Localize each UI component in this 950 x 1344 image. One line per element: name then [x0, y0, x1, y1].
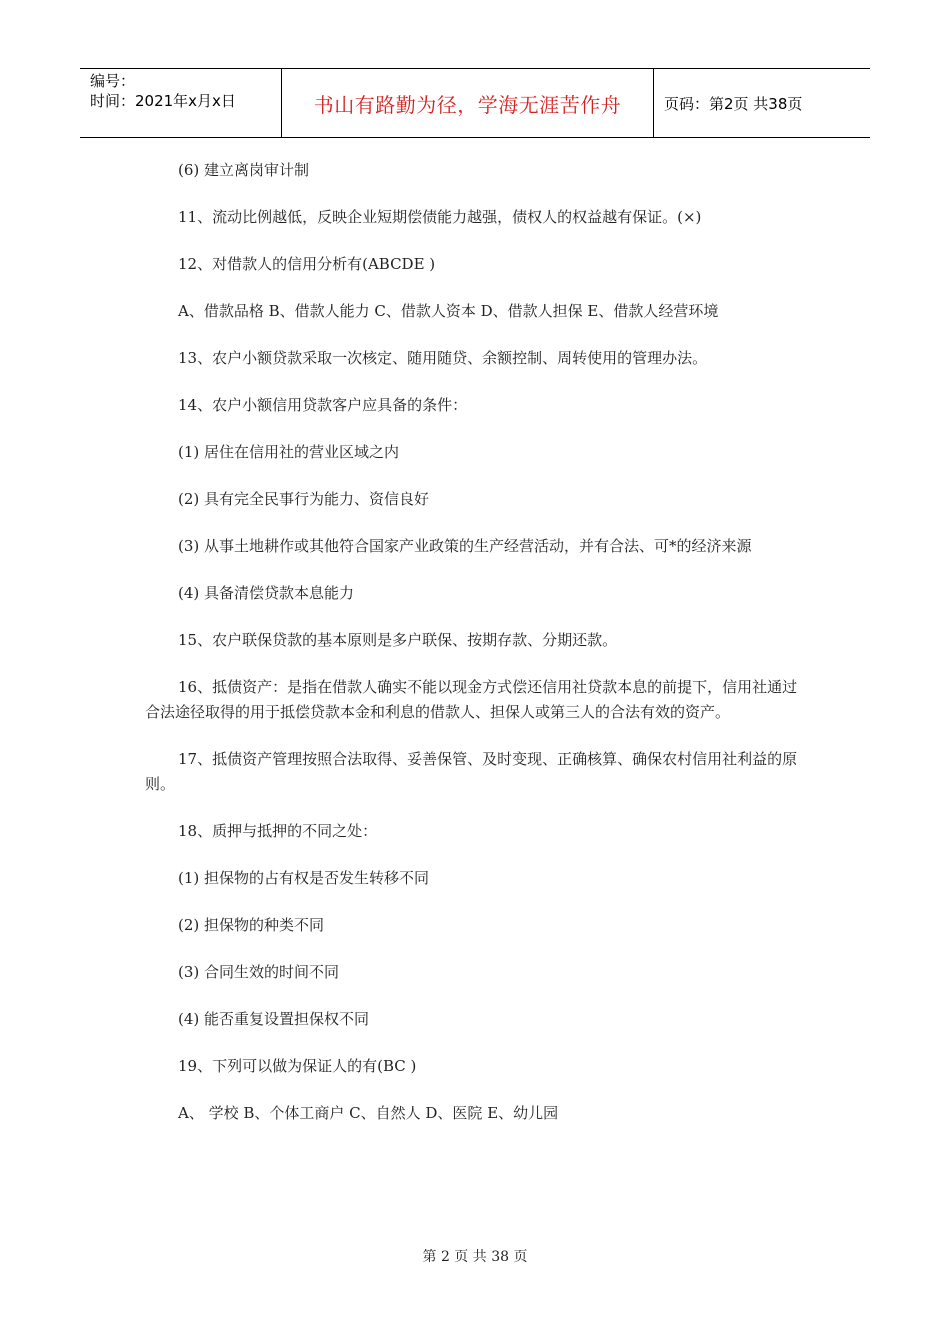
paragraph: (3) 从事土地耕作或其他符合国家产业政策的生产经营活动，并有合法、可*的经济来源: [178, 537, 752, 555]
paragraph: 14、农户小额信用贷款客户应具备的条件：: [178, 396, 468, 414]
paragraph: (6) 建立离岗审计制: [178, 161, 310, 179]
page-footer: 第 2 页 共 38 页: [422, 1249, 528, 1265]
header-motto: 书山有路勤为径，学海无涯苦作舟: [282, 69, 654, 137]
paragraph: A、借款品格 B、借款人能力 C、借款人资本 D、借款人担保 E、借款人经营环境: [178, 302, 719, 320]
paragraph: (1) 担保物的占有权是否发生转移不同: [178, 869, 430, 887]
paragraph: 16、抵债资产：是指在借款人确实不能以现金方式偿还信用社贷款本息的前提下，信用社通过合法途径取得的用于抵偿贷款本金和利息的借款人、担保人或第三人的合法有效的资产。: [145, 678, 798, 721]
paragraph: (4) 具备清偿贷款本息能力: [178, 584, 355, 602]
paragraph: (2) 具有完全民事行为能力、资信良好: [178, 490, 430, 508]
paragraph: 18、质押与抵押的不同之处：: [178, 822, 378, 840]
paragraph: 19、下列可以做为保证人的有(BC ): [178, 1057, 417, 1075]
page-header: [80, 68, 870, 138]
paragraph: (4) 能否重复设置担保权不同: [178, 1010, 370, 1028]
paragraph: 13、农户小额贷款采取一次核定、随用随贷、余额控制、周转使用的管理办法。: [178, 349, 708, 367]
paragraph: (3) 合同生效的时间不同: [178, 963, 340, 981]
header-page-info: 页码：第2页 共38页: [664, 94, 803, 113]
paragraph: 17、抵债资产管理按照合法取得、妥善保管、及时变现、正确核算、确保农村信用社利益的原则。: [145, 750, 798, 793]
paragraph: (1) 居住在信用社的营业区域之内: [178, 443, 400, 461]
paragraph: 11、流动比例越低，反映企业短期偿债能力越强，债权人的权益越有保证。(×): [178, 208, 702, 226]
paragraph: A、 学校 B、个体工商户 C、自然人 D、医院 E、幼儿园: [178, 1104, 559, 1122]
paragraph: 15、农户联保贷款的基本原则是多户联保、按期存款、分期还款。: [178, 631, 618, 649]
paragraph: (2) 担保物的种类不同: [178, 916, 325, 934]
date-label: 时间：2021年x月x日: [90, 92, 236, 110]
number-label: 编号：: [90, 72, 136, 90]
paragraph: 12、对借款人的信用分析有(ABCDE ): [178, 255, 436, 273]
document-body: [145, 158, 810, 1126]
header-meta: [80, 69, 282, 137]
